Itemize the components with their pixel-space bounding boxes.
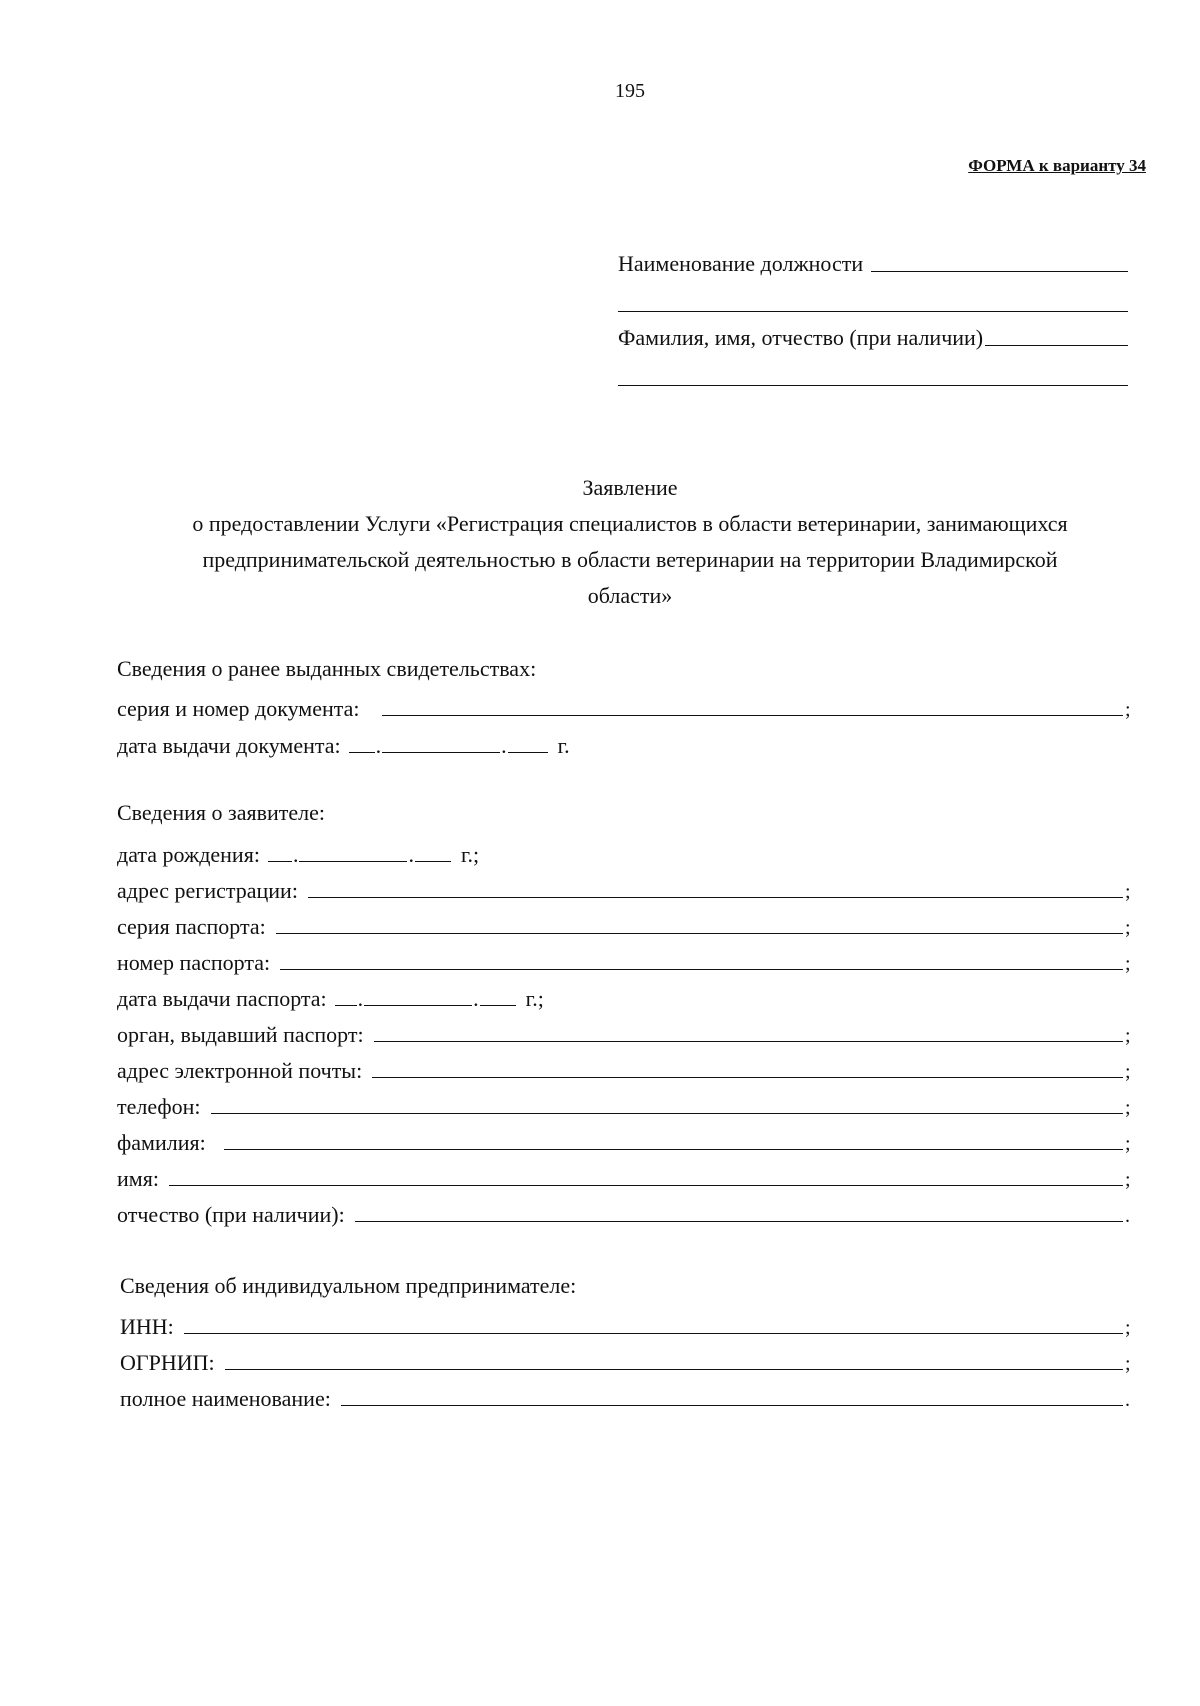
- position-label: Наименование должности: [618, 251, 864, 276]
- row-birth-date: [117, 838, 479, 868]
- name-line: [618, 321, 1128, 351]
- row-passport-number: номер паспорта: ;: [117, 950, 1131, 975]
- birth-year-field[interactable]: [415, 860, 451, 862]
- title-heading: Заявление: [582, 475, 678, 500]
- name-input-extra[interactable]: [618, 384, 1128, 386]
- passport-issuer-label: орган, выдавший паспорт:: [117, 1022, 364, 1047]
- birth-date-suffix: г.;: [460, 842, 480, 867]
- passport-number-input[interactable]: [280, 968, 1123, 970]
- row-issue-date: [117, 729, 570, 759]
- entrepreneur-heading: Сведения об индивидуальном предпринимателе:: [120, 1273, 577, 1298]
- full-name-input[interactable]: [341, 1404, 1123, 1406]
- passport-day-field[interactable]: [335, 1004, 357, 1006]
- issue-month-field[interactable]: [382, 751, 500, 753]
- passport-month-field[interactable]: [364, 1004, 472, 1006]
- form-reference: ФОРМА к варианту 34: [968, 156, 1146, 175]
- passport-issuer-input[interactable]: [374, 1040, 1123, 1042]
- name-block: [618, 321, 1128, 351]
- birth-date-input[interactable]: . .: [268, 842, 451, 868]
- email-label: адрес электронной почты:: [117, 1058, 363, 1083]
- full-name-label: полное наименование:: [120, 1386, 331, 1411]
- position-line: [618, 247, 1128, 277]
- passport-year-field[interactable]: [480, 1004, 516, 1006]
- ogrnip-label: ОГРНИП:: [120, 1350, 215, 1375]
- series-number-label: серия и номер документа:: [117, 696, 360, 721]
- row-surname: фамилия: ;: [117, 1130, 1131, 1155]
- passport-series-input[interactable]: [276, 932, 1123, 934]
- certificates-heading: Сведения о ранее выданных свидетельствах:: [117, 656, 537, 681]
- first-name-label: имя:: [117, 1166, 159, 1191]
- passport-series-label: серия паспорта:: [117, 914, 266, 939]
- phone-input[interactable]: [211, 1112, 1123, 1114]
- surname-label: фамилия:: [117, 1130, 206, 1155]
- email-input[interactable]: [372, 1076, 1123, 1078]
- issue-year-field[interactable]: [508, 751, 548, 753]
- patronymic-input[interactable]: [355, 1220, 1123, 1222]
- row-full-name: полное наименование: .: [120, 1386, 1130, 1411]
- issue-date-label: дата выдачи документа:: [117, 733, 341, 758]
- row-end-punct: ;: [1125, 699, 1131, 721]
- surname-input[interactable]: [224, 1148, 1123, 1150]
- document-title: [130, 470, 1130, 614]
- birth-date-label: дата рождения:: [117, 842, 260, 867]
- row-series-number: [117, 692, 1137, 722]
- name-label: Фамилия, имя, отчество (при наличии): [618, 325, 984, 350]
- row-phone: телефон: ;: [117, 1094, 1131, 1119]
- passport-issue-date-suffix: г.;: [525, 986, 544, 1011]
- inn-input[interactable]: [184, 1332, 1123, 1334]
- row-email: адрес электронной почты: ;: [117, 1058, 1131, 1083]
- name-input[interactable]: [985, 344, 1128, 346]
- position-input-extra[interactable]: [618, 310, 1128, 312]
- row-passport-issuer: орган, выдавший паспорт: ;: [117, 1022, 1131, 1047]
- row-inn: ИНН: ;: [120, 1314, 1131, 1339]
- issue-date-suffix: г.: [557, 733, 570, 758]
- first-name-input[interactable]: [169, 1184, 1123, 1186]
- birth-day-field[interactable]: [268, 860, 292, 862]
- registration-address-label: адрес регистрации:: [117, 878, 298, 903]
- title-line-3: области»: [587, 583, 673, 608]
- row-patronymic: отчество (при наличии): .: [117, 1202, 1130, 1227]
- ogrnip-input[interactable]: [225, 1368, 1123, 1370]
- row-ogrnip: ОГРНИП: ;: [120, 1350, 1131, 1375]
- issue-day-field[interactable]: [349, 751, 375, 753]
- passport-issue-date-label: дата выдачи паспорта:: [117, 986, 327, 1011]
- series-number-input[interactable]: [382, 714, 1123, 716]
- birth-month-field[interactable]: [299, 860, 407, 862]
- phone-label: телефон:: [117, 1094, 201, 1119]
- title-line-1: о предоставлении Услуги «Регистрация специалистов в области ветеринарии, занимающихся: [192, 511, 1068, 536]
- passport-issue-date-input[interactable]: . .: [335, 986, 516, 1012]
- position-input[interactable]: [871, 270, 1128, 272]
- row-passport-series: серия паспорта: ;: [117, 914, 1131, 939]
- passport-number-label: номер паспорта:: [117, 950, 271, 975]
- patronymic-label: отчество (при наличии):: [117, 1202, 345, 1227]
- registration-address-input[interactable]: [308, 896, 1123, 898]
- title-line-2: предпринимательской деятельностью в области ветеринарии на территории Владимирской: [202, 547, 1058, 572]
- row-passport-issue-date: [117, 982, 544, 1012]
- row-registration-address: адрес регистрации: ;: [117, 878, 1131, 903]
- inn-label: ИНН:: [120, 1314, 174, 1339]
- page-number: 195: [615, 80, 645, 102]
- row-first-name: имя: ;: [117, 1166, 1131, 1191]
- applicant-heading: Сведения о заявителе:: [117, 800, 326, 825]
- addressee-block: [618, 247, 1128, 277]
- issue-date-input[interactable]: . .: [349, 733, 548, 759]
